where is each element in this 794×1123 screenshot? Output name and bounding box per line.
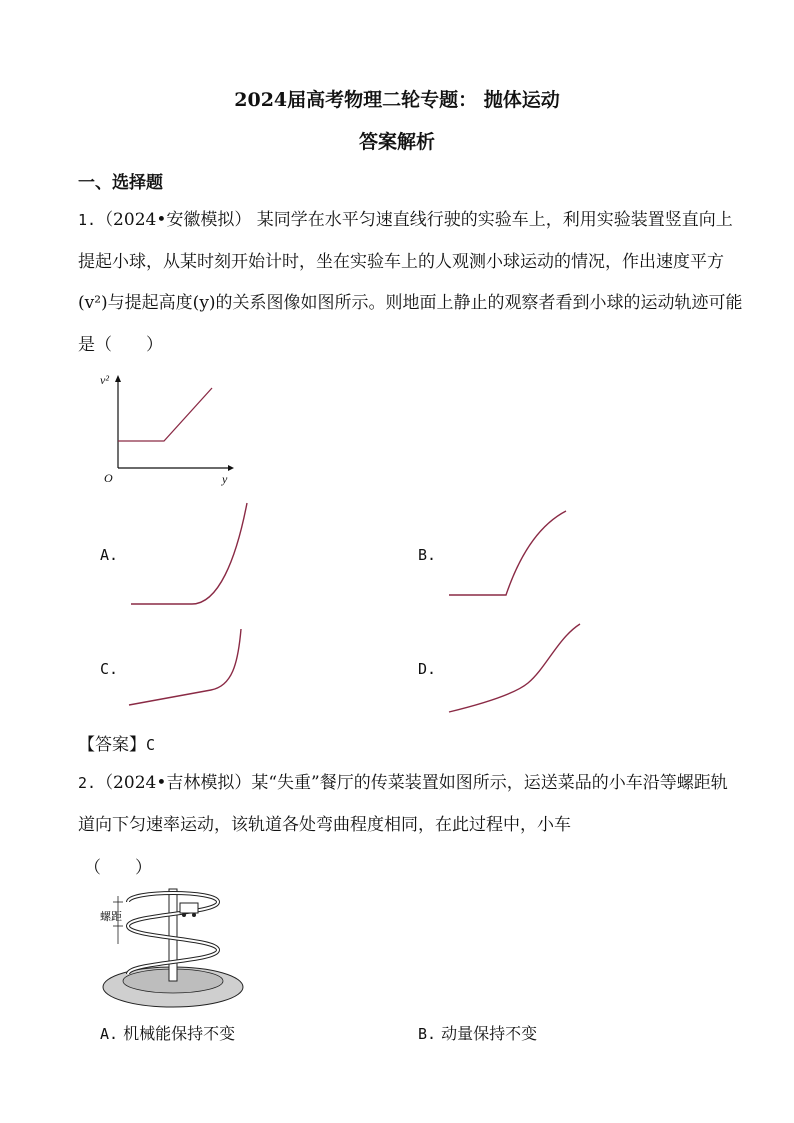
question-1-stem: 某同学在水平匀速直线行驶的实验车上，利用实验装置竖直向上提起小球，从某时刻开始计时，坐在实验车上的人观测小球运动的情况，作出速度平方(v²)与提起高度(y)的关系图像如图所示。则地面上静止的观察者看到小球的运动轨迹可能是（ ） [78,210,743,355]
option-a-trajectory [128,500,253,610]
graph-origin-label: O [104,471,113,485]
graph-y-label: v² [100,373,109,387]
center-pole [169,889,177,981]
question-1-source: （2024•安徽模拟） [96,210,252,230]
pitch-label: 螺距 [100,911,122,923]
graph-curve [118,388,212,441]
graph-x-arrow [228,465,234,471]
q2-option-b [418,1021,537,1044]
option-a-label: A. [100,546,119,564]
question-2-number: 2. [78,774,97,792]
cart-icon [180,903,198,913]
velocity-squared-graph [98,368,238,488]
question-1 [78,200,743,366]
question-1-number: 1. [78,211,97,229]
q2-option-b-label: B. [418,1025,437,1043]
question-2 [78,763,743,846]
question-2-blank: （ ） [84,858,152,878]
option-d-label: D. [418,660,437,678]
option-d-trajectory [446,618,586,718]
q2-option-a-label: A. [100,1025,119,1043]
graph-y-arrow [115,375,121,382]
q2-option-a-text: 机械能保持不变 [123,1024,236,1043]
option-c-trajectory [126,624,246,709]
answer-value: C [146,736,156,754]
answer-prefix: 【答案】 [78,735,146,755]
q2-option-a [100,1021,235,1044]
page-subtitle: 答案解析 [358,131,435,153]
section-heading: 一、选择题 [78,173,163,193]
option-b-trajectory [446,506,571,601]
answer-line [78,730,155,755]
graph-x-label: y [222,472,228,486]
q2-option-b-text: 动量保持不变 [441,1024,538,1043]
page-title: 2024届高考物理二轮专题： 抛体运动 [234,89,560,111]
option-b-label: B. [418,546,437,564]
question-2-source: （2024•吉林模拟） [96,773,252,793]
option-c-label: C. [100,660,119,678]
question-2-stem: 某“失重”餐厅的传菜装置如图所示，运送菜品的小车沿等螺距轨道向下匀速率运动，该轨道各处弯曲程度相同，在此过程中，小车 [78,773,728,835]
spiral-track-figure [98,884,248,1014]
